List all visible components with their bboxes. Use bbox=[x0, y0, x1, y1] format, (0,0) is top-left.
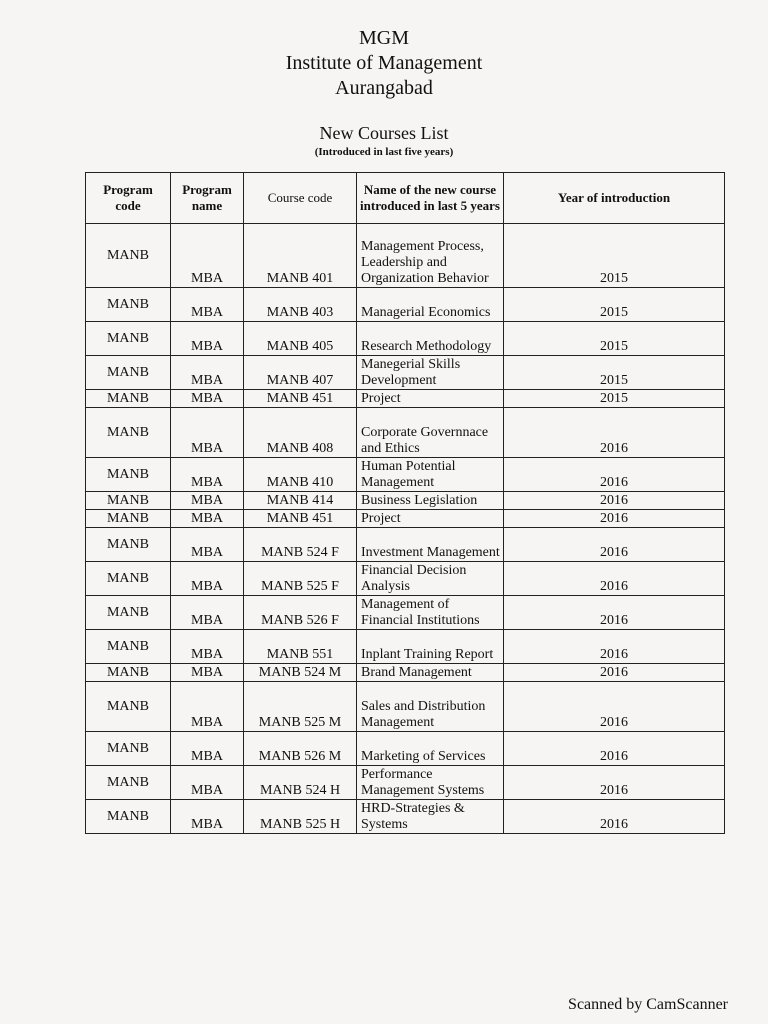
course-code-cell: MANB 526 M bbox=[244, 732, 357, 766]
course-code-cell: MANB 525 M bbox=[244, 682, 357, 732]
column-header: Course code bbox=[244, 173, 357, 224]
program-code-cell: MANB bbox=[86, 390, 171, 408]
year-cell: 2016 bbox=[504, 766, 725, 800]
program-code-cell: MANB bbox=[86, 356, 171, 390]
scanner-watermark: Scanned by CamScanner bbox=[568, 996, 728, 1013]
course-name-cell: Human Potential Management bbox=[357, 458, 504, 492]
program-name-cell: MBA bbox=[171, 510, 244, 528]
course-name-cell: Project bbox=[357, 510, 504, 528]
list-title: New Courses List bbox=[319, 123, 449, 143]
course-name-cell: Management of Financial Institutions bbox=[357, 596, 504, 630]
table-row bbox=[86, 766, 725, 800]
program-name-cell: MBA bbox=[171, 664, 244, 682]
program-name-cell: MBA bbox=[171, 766, 244, 800]
course-code-cell: MANB 451 bbox=[244, 390, 357, 408]
year-cell: 2015 bbox=[504, 224, 725, 288]
year-cell: 2016 bbox=[504, 596, 725, 630]
program-code-cell: MANB bbox=[86, 630, 171, 664]
course-code-cell: MANB 525 F bbox=[244, 562, 357, 596]
program-code-cell: MANB bbox=[86, 596, 171, 630]
program-code-cell: MANB bbox=[86, 288, 171, 322]
course-name-cell: Marketing of Services bbox=[357, 732, 504, 766]
table-header-row bbox=[86, 173, 725, 224]
program-code-cell: MANB bbox=[86, 492, 171, 510]
program-name-cell: MBA bbox=[171, 356, 244, 390]
course-code-cell: MANB 551 bbox=[244, 630, 357, 664]
course-code-cell: MANB 525 H bbox=[244, 800, 357, 834]
course-name-cell: Inplant Training Report bbox=[357, 630, 504, 664]
year-cell: 2015 bbox=[504, 356, 725, 390]
course-name-cell: Managerial Economics bbox=[357, 288, 504, 322]
program-name-cell: MBA bbox=[171, 630, 244, 664]
program-name-cell: MBA bbox=[171, 800, 244, 834]
program-code-cell: MANB bbox=[86, 224, 171, 288]
year-cell: 2016 bbox=[504, 510, 725, 528]
course-name-cell: Investment Management bbox=[357, 528, 504, 562]
table-row bbox=[86, 510, 725, 528]
course-name-cell: Performance Management Systems bbox=[357, 766, 504, 800]
program-name-cell: MBA bbox=[171, 562, 244, 596]
program-name-cell: MBA bbox=[171, 408, 244, 458]
program-code-cell: MANB bbox=[86, 408, 171, 458]
program-name-cell: MBA bbox=[171, 492, 244, 510]
program-name-cell: MBA bbox=[171, 682, 244, 732]
course-name-cell: Financial Decision Analysis bbox=[357, 562, 504, 596]
course-name-cell: Brand Management bbox=[357, 664, 504, 682]
table-row bbox=[86, 224, 725, 288]
courses-table bbox=[85, 172, 725, 834]
column-header: Program code bbox=[86, 173, 171, 224]
course-code-cell: MANB 405 bbox=[244, 322, 357, 356]
year-cell: 2016 bbox=[504, 492, 725, 510]
year-cell: 2016 bbox=[504, 408, 725, 458]
table-row bbox=[86, 732, 725, 766]
course-code-cell: MANB 524 F bbox=[244, 528, 357, 562]
year-cell: 2016 bbox=[504, 800, 725, 834]
program-name-cell: MBA bbox=[171, 224, 244, 288]
table-row bbox=[86, 596, 725, 630]
program-name-cell: MBA bbox=[171, 322, 244, 356]
course-code-cell: MANB 524 H bbox=[244, 766, 357, 800]
course-code-cell: MANB 414 bbox=[244, 492, 357, 510]
table-row bbox=[86, 390, 725, 408]
course-name-cell: Management Process, Leadership and Organization Behavior bbox=[357, 224, 504, 288]
year-cell: 2016 bbox=[504, 562, 725, 596]
course-code-cell: MANB 407 bbox=[244, 356, 357, 390]
program-code-cell: MANB bbox=[86, 766, 171, 800]
year-cell: 2015 bbox=[504, 322, 725, 356]
program-code-cell: MANB bbox=[86, 528, 171, 562]
institute-name-line2: Institute of Management bbox=[285, 52, 483, 74]
table-row bbox=[86, 682, 725, 732]
table-row bbox=[86, 630, 725, 664]
table-row bbox=[86, 562, 725, 596]
column-header: Year of introduction bbox=[504, 173, 725, 224]
program-code-cell: MANB bbox=[86, 732, 171, 766]
table-row bbox=[86, 458, 725, 492]
year-cell: 2016 bbox=[504, 458, 725, 492]
table-row bbox=[86, 800, 725, 834]
table-row bbox=[86, 288, 725, 322]
column-header: Name of the new course introduced in last 5 years bbox=[357, 173, 504, 224]
course-code-cell: MANB 451 bbox=[244, 510, 357, 528]
table-row bbox=[86, 356, 725, 390]
course-code-cell: MANB 410 bbox=[244, 458, 357, 492]
program-name-cell: MBA bbox=[171, 596, 244, 630]
table-row bbox=[86, 408, 725, 458]
course-code-cell: MANB 408 bbox=[244, 408, 357, 458]
table-row bbox=[86, 664, 725, 682]
course-name-cell: Manegerial Skills Development bbox=[357, 356, 504, 390]
column-header: Program name bbox=[171, 173, 244, 224]
year-cell: 2015 bbox=[504, 288, 725, 322]
course-code-cell: MANB 401 bbox=[244, 224, 357, 288]
program-name-cell: MBA bbox=[171, 528, 244, 562]
table-row bbox=[86, 492, 725, 510]
year-cell: 2016 bbox=[504, 732, 725, 766]
year-cell: 2016 bbox=[504, 682, 725, 732]
program-code-cell: MANB bbox=[86, 682, 171, 732]
program-name-cell: MBA bbox=[171, 288, 244, 322]
program-code-cell: MANB bbox=[86, 562, 171, 596]
institute-name-line3: Aurangabad bbox=[335, 77, 433, 99]
course-code-cell: MANB 526 F bbox=[244, 596, 357, 630]
program-name-cell: MBA bbox=[171, 390, 244, 408]
year-cell: 2016 bbox=[504, 630, 725, 664]
course-name-cell: Corporate Governnace and Ethics bbox=[357, 408, 504, 458]
course-name-cell: Sales and Distribution Management bbox=[357, 682, 504, 732]
program-code-cell: MANB bbox=[86, 510, 171, 528]
program-name-cell: MBA bbox=[171, 458, 244, 492]
program-code-cell: MANB bbox=[86, 800, 171, 834]
course-code-cell: MANB 524 M bbox=[244, 664, 357, 682]
table-row bbox=[86, 322, 725, 356]
program-code-cell: MANB bbox=[86, 322, 171, 356]
course-name-cell: HRD-Strategies & Systems bbox=[357, 800, 504, 834]
institute-name-line1: MGM bbox=[358, 27, 409, 49]
course-name-cell: Project bbox=[357, 390, 504, 408]
year-cell: 2016 bbox=[504, 664, 725, 682]
year-cell: 2015 bbox=[504, 390, 725, 408]
list-subtitle: (Introduced in last five years) bbox=[314, 146, 454, 158]
year-cell: 2016 bbox=[504, 528, 725, 562]
program-code-cell: MANB bbox=[86, 664, 171, 682]
program-code-cell: MANB bbox=[86, 458, 171, 492]
table-row bbox=[86, 528, 725, 562]
course-name-cell: Research Methodology bbox=[357, 322, 504, 356]
course-name-cell: Business Legislation bbox=[357, 492, 504, 510]
program-name-cell: MBA bbox=[171, 732, 244, 766]
course-code-cell: MANB 403 bbox=[244, 288, 357, 322]
institute-title bbox=[0, 26, 768, 101]
